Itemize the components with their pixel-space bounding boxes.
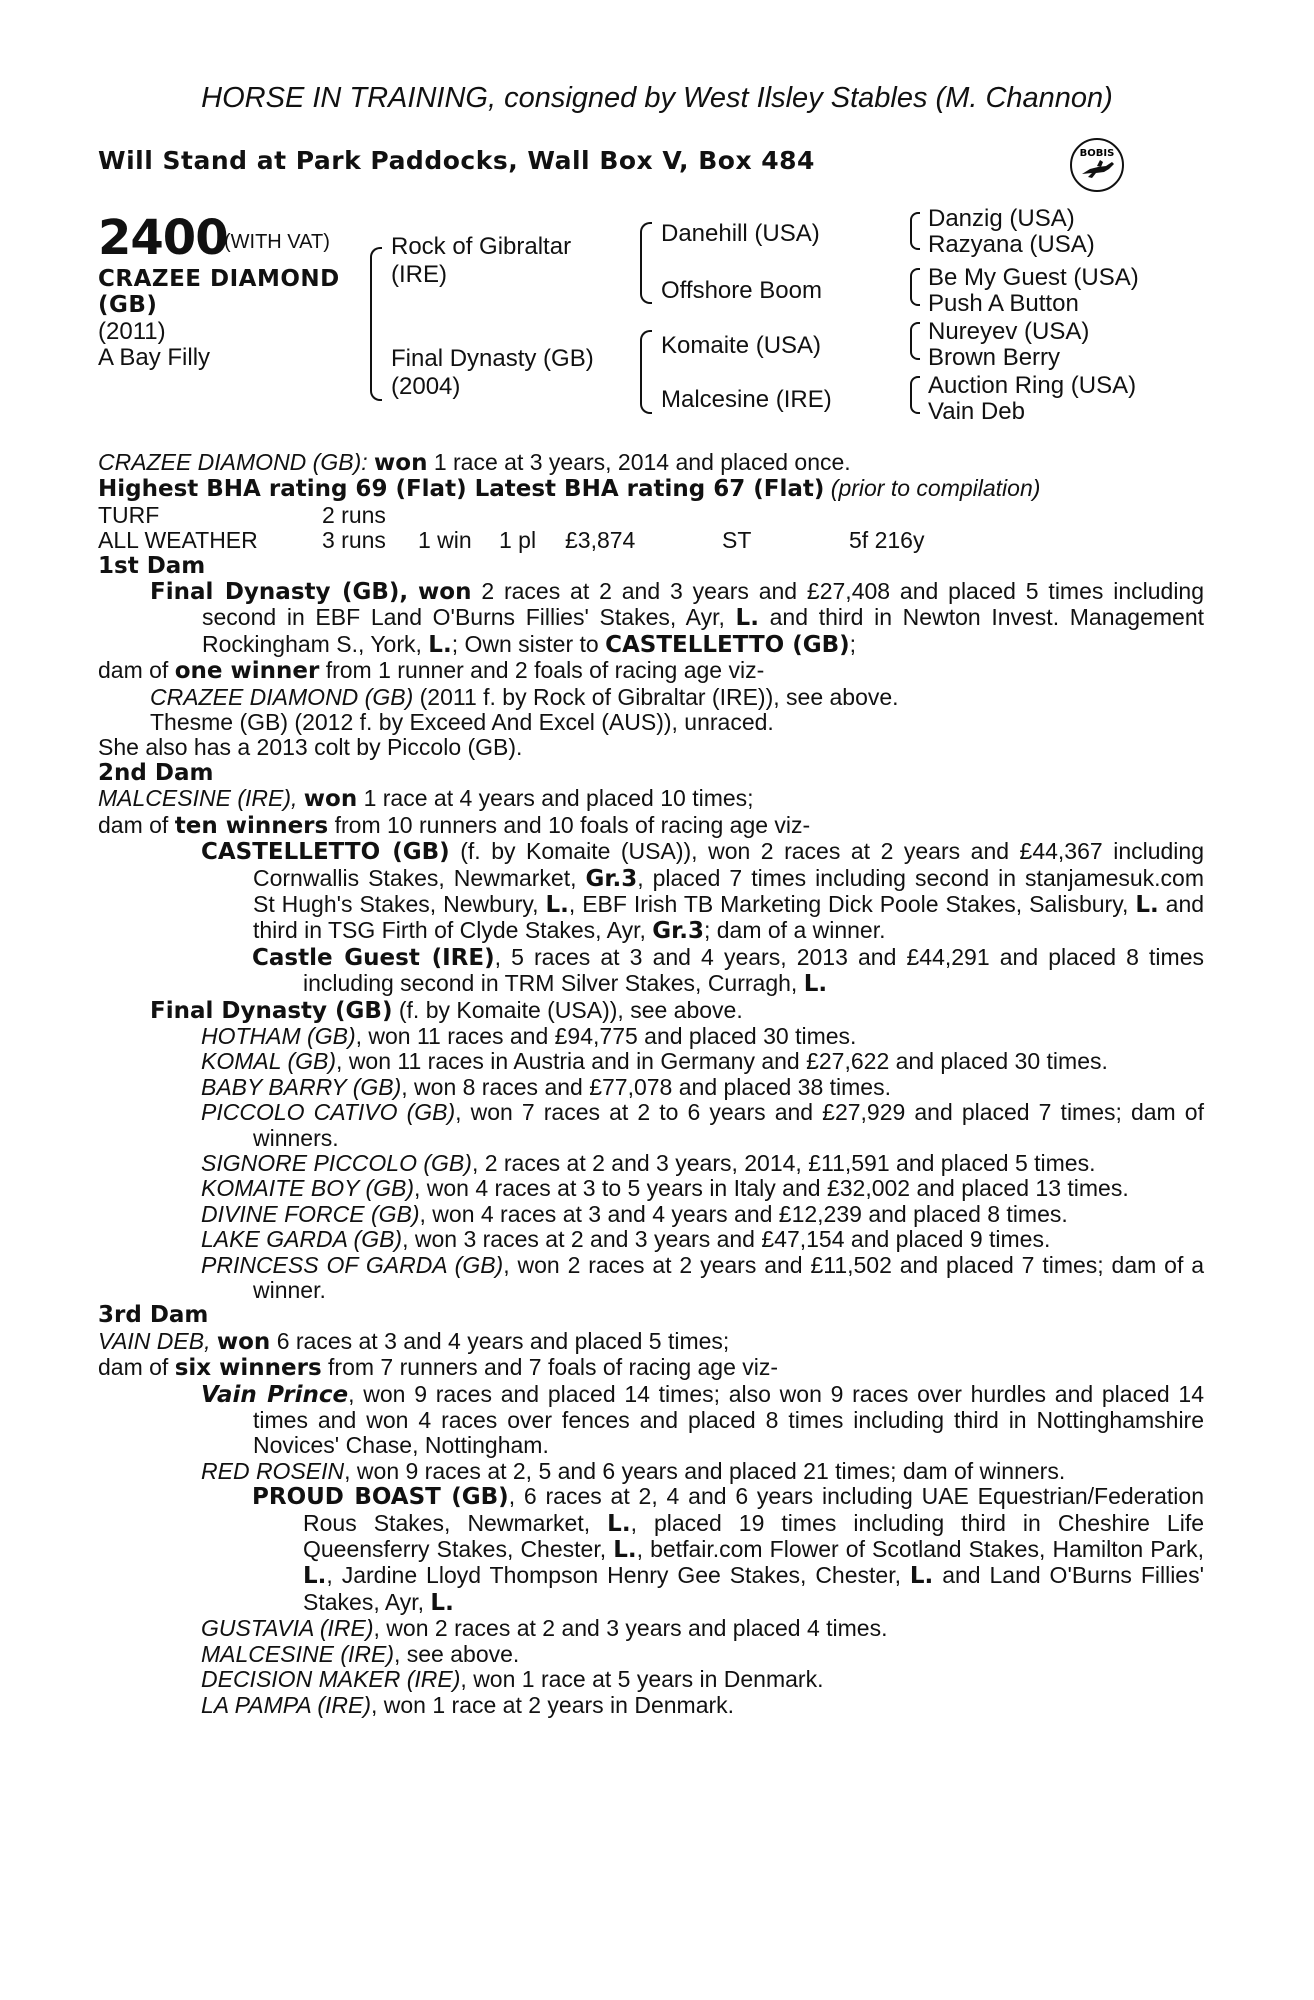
produce-la-pampa: LA PAMPA (IRE), won 1 race at 2 years in Denmark.: [201, 1691, 735, 1718]
sire-line-brace: [640, 222, 652, 304]
first-dam-record: Final Dynasty (GB), won 2 races at 2 and 3 years and £27,408 and placed 5 times including second in EBF Land O'Burns Fillies' Stakes, Ayr, L. and third in Newton Invest. Management Rockingham S., York, L.; Own sister to CASTELLETTO (GB);: [150, 578, 1205, 658]
third-dam-record: VAIN DEB, won 6 races at 3 and 4 years and placed 5 times;: [98, 1327, 730, 1355]
gen3-brace-1: [910, 212, 920, 250]
produce-proud-boast: PROUD BOAST (GB), 6 races at 2, 4 and 6 years including UAE Equestrian/Federation Rous Stakes, Newmarket, L., placed 19 times including third in Cheshire Life Queensferry Stakes, Chester, L., betfair.com Flower of Scotland Stakes, Hamilton Park, L., Jardine Lloyd Thompson Henry Gee Stakes, Chester, L. and Land O'Burns Fillies' Stakes, Ayr, L.: [252, 1483, 1205, 1616]
produce-castle-guest: Castle Guest (IRE), 5 races at 3 and 4 years, 2013 and £44,291 and placed 8 times including second in TRM Silver Stakes, Curragh, L.: [252, 943, 1204, 998]
pedigree-gen3-2: Razyana (USA): [928, 231, 1095, 258]
produce-gustavia: GUSTAVIA (IRE), won 2 races at 2 and 3 years and placed 4 times.: [201, 1615, 888, 1642]
gen3-brace-4: [910, 376, 920, 414]
pedigree-gen3-4: Push A Button: [928, 290, 1079, 317]
turf-record: TURF 2 runs: [98, 501, 386, 528]
produce-vain-prince: Vain Prince, won 9 races and placed 14 times; also won 9 races over hurdles and placed 14 times and won 4 races over fences and placed 8 times including third in Nottinghamshire Novices' Chase, Nottingham.: [201, 1380, 1204, 1459]
all-weather-record: ALL WEATHER 3 runs 1 win 1 pl £3,874 ST 5f 216y: [98, 527, 925, 554]
page-title: HORSE IN TRAINING, consigned by West Ilsley Stables (M. Channon): [201, 82, 1113, 114]
produce-castelletto: CASTELLETTO (GB) (f. by Komaite (USA)), won 2 races at 2 years and £44,367 including Cornwallis Stakes, Newmarket, Gr.3, placed 7 times including second in stanjamesuk.com St Hugh's Stakes, Newbury, L., EBF Irish TB Marketing Dick Poole Stakes, Salisbury, L. and third in TSG Firth of Clyde Stakes, Ayr, Gr.3; dam of a winner.: [201, 838, 1205, 945]
third-dam-heading: 3rd Dam: [98, 1302, 209, 1329]
dam-line-brace: [640, 330, 652, 414]
second-dam-heading: 2nd Dam: [98, 759, 214, 786]
pedigree-gen3-3: Be My Guest (USA): [928, 264, 1139, 291]
gen3-brace-3: [910, 322, 920, 360]
produce-red-rosein: RED ROSEIN, won 9 races at 2, 5 and 6 years and placed 21 times; dam of winners.: [201, 1457, 1066, 1484]
horse-name: CRAZEE DIAMOND: [98, 266, 340, 292]
bha-rating: Highest BHA rating 69 (Flat) Latest BHA rating 67 (Flat) (prior to compilation): [98, 475, 1041, 503]
produce-piccolo-cativo: PICCOLO CATIVO (GB), won 7 races at 2 to 6 years and £27,929 and placed 7 times; dam of winners.: [201, 1099, 1204, 1151]
pedigree-gen3-7: Auction Ring (USA): [928, 372, 1137, 399]
horse-country: (GB): [98, 292, 158, 318]
pedigree-gen2-2: Offshore Boom: [661, 277, 822, 304]
pedigree-gen3-6: Brown Berry: [928, 344, 1061, 371]
produce-komaite-boy: KOMAITE BOY (GB), won 4 races at 3 to 5 years in Italy and £32,002 and placed 13 times.: [201, 1175, 1129, 1202]
pedigree-gen2-1: Danehill (USA): [661, 220, 820, 247]
first-dam-produce: dam of one winner from 1 runner and 2 foals of racing age viz-: [98, 657, 765, 685]
produce-decision-maker: DECISION MAKER (IRE), won 1 race at 5 years in Denmark.: [201, 1666, 824, 1693]
race-summary: CRAZEE DIAMOND (GB): won 1 race at 3 years, 2014 and placed once.: [98, 449, 851, 476]
horse-year: (2011): [98, 318, 166, 345]
produce-thesme: Thesme (GB) (2012 f. by Exceed And Excel (AUS)), unraced.: [150, 709, 774, 736]
pedigree-gen2-3: Komaite (USA): [661, 332, 822, 359]
lot-number: 2400: [98, 210, 228, 266]
produce-lake-garda: LAKE GARDA (GB), won 3 races at 2 and 3 years and £47,154 and placed 9 times.: [201, 1226, 1051, 1253]
produce-hotham: HOTHAM (GB), won 11 races and £94,775 and placed 30 times.: [201, 1022, 857, 1049]
produce-divine-force: DIVINE FORCE (GB), won 4 races at 3 and 4 years and £12,239 and placed 8 times.: [201, 1200, 1068, 1227]
first-dam-also: She also has a 2013 colt by Piccolo (GB).: [98, 734, 523, 761]
first-dam-heading: 1st Dam: [98, 552, 206, 579]
bobis-logo-icon: [1068, 136, 1126, 194]
produce-malcesine: MALCESINE (IRE), see above.: [201, 1640, 520, 1667]
stand-location: Will Stand at Park Paddocks, Wall Box V, Box 484: [98, 146, 815, 175]
vat-label: (WITH VAT): [224, 231, 330, 253]
catalogue-body: [98, 450, 1204, 1718]
pedigree-gen2-4: Malcesine (IRE): [661, 386, 832, 413]
produce-signore-piccolo: SIGNORE PICCOLO (GB), 2 races at 2 and 3 years, 2014, £11,591 and placed 5 times.: [201, 1149, 1096, 1176]
pedigree-gen3-5: Nureyev (USA): [928, 318, 1090, 345]
produce-princess-of-garda: PRINCESS OF GARDA (GB), won 2 races at 2 years and £11,502 and placed 7 times; dam of a winner.: [201, 1251, 1205, 1303]
dam-year: (2004): [391, 373, 461, 400]
pedigree-gen3-8: Vain Deb: [928, 398, 1025, 425]
gen3-brace-2: [910, 268, 920, 306]
svg-text:BOBIS: BOBIS: [1079, 148, 1115, 159]
sire-name: Rock of Gibraltar: [391, 233, 572, 260]
second-dam-record: MALCESINE (IRE), won 1 race at 4 years and placed 10 times;: [98, 785, 754, 813]
pedigree-gen3-1: Danzig (USA): [928, 205, 1075, 232]
horse-description: A Bay Filly: [98, 344, 211, 371]
third-dam-produce: dam of six winners from 7 runners and 7 foals of racing age viz-: [98, 1354, 779, 1382]
sire-country: (IRE): [391, 261, 447, 288]
dam-name: Final Dynasty (GB): [391, 345, 594, 372]
second-dam-produce: dam of ten winners from 10 runners and 10 foals of racing age viz-: [98, 811, 811, 839]
sire-dam-brace: [370, 247, 382, 401]
produce-baby-barry: BABY BARRY (GB), won 8 races and £77,078 and placed 38 times.: [201, 1073, 891, 1100]
produce-crazee-diamond: CRAZEE DIAMOND (GB) (2011 f. by Rock of Gibraltar (IRE)), see above.: [150, 683, 899, 710]
produce-final-dynasty: Final Dynasty (GB) (f. by Komaite (USA)), see above.: [150, 996, 743, 1024]
produce-komal: KOMAL (GB), won 11 races in Austria and in Germany and £27,622 and placed 30 times.: [201, 1048, 1108, 1075]
